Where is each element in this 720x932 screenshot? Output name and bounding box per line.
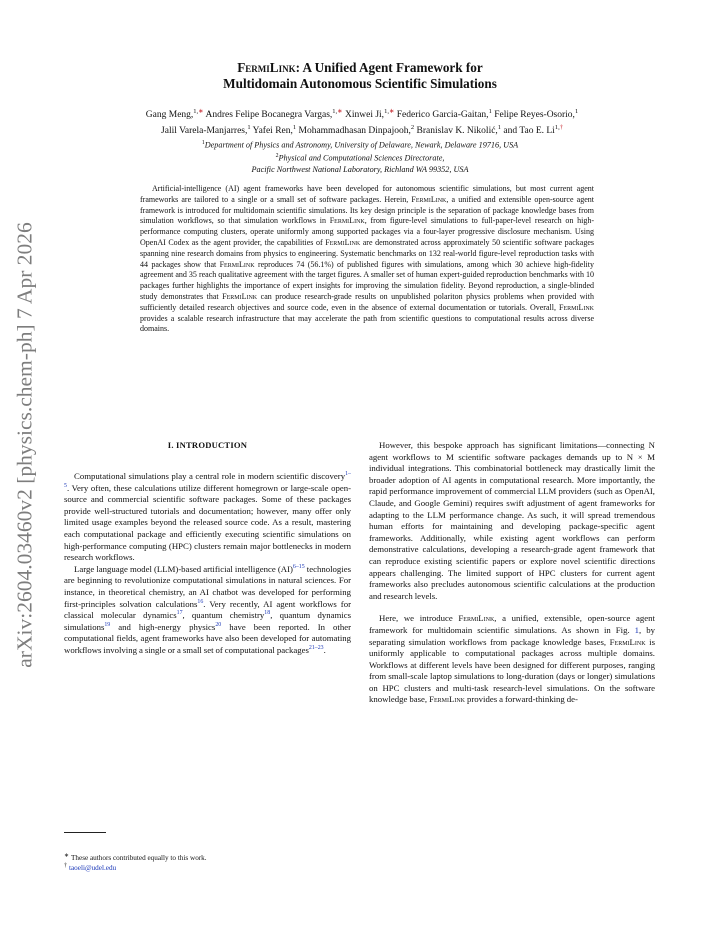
author-affil-sup: 1	[292, 123, 297, 131]
citation-link[interactable]: 17	[176, 610, 183, 617]
framework-name: FermiLink	[325, 237, 361, 247]
author-name: Federico Garcia-Gaitan,	[396, 110, 489, 121]
paragraph-text: , quantum chemistry	[182, 610, 265, 621]
figure-link[interactable]: 1	[634, 624, 640, 635]
abstract-text: , from figure-level simulations to full-paper-level research on high-performance computing clusters, operate uniformly among supported packages via a four-layer progressive disclosure mechanism. Using OpenAI Codex as the agent provider, the capabilities of	[140, 216, 594, 247]
author-affil-sup: 1	[488, 108, 492, 115]
citation-link[interactable]: 6–15	[292, 563, 305, 570]
arxiv-identifier: arXiv:2604.03460v2 [physics.chem-ph] 7 Apr 2026	[12, 222, 37, 668]
affiliation-1: Department of Physics and Astronomy, University of Delaware, Newark, Delaware 19716, USA	[204, 140, 519, 150]
framework-name: FermiLink	[609, 636, 646, 647]
paragraph-text: . Very recently, AI agent workflows for classical molecular dynamics	[64, 598, 352, 621]
affiliation-2-line2: Pacific Northwest National Laboratory, Richland WA 99352, USA	[251, 165, 469, 175]
author-affil-sup: 1,	[384, 108, 389, 115]
author-name: Xinwei Ji,	[345, 110, 385, 121]
paragraph-text: provides a forward-thinking de-	[465, 694, 578, 705]
paragraph-text: and high-energy physics	[110, 621, 216, 632]
abstract-text: can produce research-grade results on unpublished polariton physics problems when provided with sufficiently detailed research objectives and source code, even in the absence of external documentation or tutorials. Overall,	[140, 291, 594, 312]
citation-link[interactable]: 16	[197, 598, 204, 605]
author-name: Jalil Varela-Manjarres,	[161, 125, 248, 136]
footnote-mark: †	[64, 862, 67, 869]
author-name: Andres Felipe Bocanegra Vargas,	[205, 110, 333, 121]
paragraph-text: Large language model (LLM)-based artificial intelligence (AI)	[74, 563, 293, 574]
abstract-text: reproduces 74 (56.1%) of published figures with simulations, among which 30 achieve high-fidelity agreement and 35 reach qualitative agreement with the target figures. A smaller set of human expert-guided reproduction benchmarks with 10 packages further highlights the importance of expert insights for improving the simulation fidelity. Beyond reproduction, a single-blinded study demonstrates that	[140, 259, 595, 301]
title-framework-name: FermiLink	[237, 60, 296, 75]
paragraph	[64, 471, 351, 564]
section-heading-introduction: I. INTRODUCTION	[167, 440, 248, 450]
affiliation-number: 1	[201, 140, 205, 146]
author-affil-sup: 1	[497, 123, 502, 131]
equal-contrib-mark[interactable]: ∗	[198, 108, 204, 115]
framework-name: FermiLink	[559, 302, 594, 312]
citation-link[interactable]: 19	[104, 621, 111, 628]
paragraph-text: , a unified, extensible, open-source agent framework for multidomain scientific simulations. As shown in Fig.	[369, 613, 655, 635]
author-name: Yafei Ren,	[252, 125, 293, 136]
title-line2: Multidomain Autonomous Scientific Simulations	[223, 76, 497, 91]
footnote-text: These authors contributed equally to this work.	[71, 854, 207, 862]
equal-contrib-mark[interactable]: ∗	[337, 108, 343, 115]
footnote-equal-contribution	[64, 853, 351, 863]
footnotes	[64, 853, 351, 873]
abstract-text: Artificial-intelligence (AI) agent frameworks have been developed for autonomous scientific simulations, but most current agent frameworks are tailored to a single or a small set of software packages. Herein,	[140, 184, 594, 204]
title-line1: : A Unified Agent Framework for	[295, 60, 483, 75]
paragraph-text: Here, we introduce	[379, 613, 459, 624]
author-affil-sup: 1,	[332, 108, 338, 115]
author-name: Branislav K. Nikolić,	[416, 125, 498, 136]
affiliation-2: Physical and Computational Sciences Directorate,	[278, 153, 445, 163]
framework-name: FermiLink	[458, 613, 495, 624]
right-column	[369, 440, 655, 706]
author-affil-sup: 2	[410, 123, 415, 131]
author-affil-sup: 1	[574, 108, 579, 115]
footnote-mark: ∗	[64, 852, 70, 859]
paragraph-text: , by separating simulation workflows from package knowledge bases,	[369, 624, 655, 647]
citation-link[interactable]: 21–23	[308, 645, 324, 651]
author-affil-sup: 1	[247, 123, 251, 131]
author-affil-sup: 1,	[554, 123, 560, 131]
author-name: Mohammadhasan Dinpajooh,	[298, 125, 411, 136]
footnote-rule	[64, 832, 106, 833]
framework-name: FermiLink	[411, 194, 447, 204]
abstract-text: are demonstrated across approximately 50 scientific software packages spanning nine research domains from physics to engineering. Systematic benchmarks on 132 real-world figure-level reproduction tasks with 44 packages show that	[140, 237, 594, 269]
affiliations	[80, 138, 640, 176]
abstract-text: provides a scalable research infrastructure that may accelerate the path from scientific questions to computational results across diverse domains.	[140, 313, 594, 334]
framework-name: FermiLink	[219, 259, 255, 269]
paragraph-text: is uniformly applicable to computational packages across multiple domains. Workflows at different levels have been designed for different purposes, ranging from small-scale laptop simulations to long-duration (days or longer) simulations on HPC clusters and multi-task research-level simulations. On the software knowledge base,	[369, 636, 655, 705]
email-link[interactable]: taoeli@udel.edu	[69, 864, 117, 872]
paragraph-text: , quantum dynamics simulations	[64, 610, 351, 632]
author-name: and Tao E. Li	[503, 125, 555, 136]
abstract	[140, 184, 594, 335]
corresponding-author-mark[interactable]: †	[559, 123, 563, 131]
paragraph-text: have been reported. In other computational fields, agent frameworks have also been developed for automating workflows involving a single or a small set of computational packages	[64, 621, 352, 655]
framework-name: FermiLink	[329, 216, 365, 226]
paragraph	[64, 564, 351, 657]
framework-name: FermiLink	[429, 694, 465, 705]
author-list	[62, 106, 662, 137]
abstract-text: , a unified and extensible open-source agent framework is introduced for multidomain scientific simulations. Its key design principle is the separation of package knowledge bases from simulation workflows, so that simulation workflows in	[140, 194, 594, 226]
left-column	[64, 471, 351, 657]
paragraph	[369, 613, 655, 706]
citation-link[interactable]: 20	[215, 621, 222, 628]
paragraph: However, this bespoke approach has significant limitations—connecting N agent workflows to M scientific software packages demands up to N × M individual integrations. This combinatorial bottleneck may drastically limit the broader adoption of AI agents in computational research. More importantly, the rapid performance improvement of commercial LLM providers (such as OpenAI, Claude, and Google Gemini) requires swift adjustment of agent frameworks for adapting to the LLM performance change. As such, it will spread tremendous human efforts for maintaining and developing package-specific agent frameworks. Additionally, while existing agent workflows can perform demonstrative calculations, developing a research-grade agent framework that can reproduce existing scientific papers or explore novel scientific directions appears challenging. The limited support of HPC clusters for current agent frameworks also precludes autonomous scientific calculations at the production and research levels.	[369, 440, 655, 601]
paper-title	[140, 60, 580, 92]
author-name: Gang Meng,	[145, 110, 194, 121]
citation-link[interactable]: 18	[264, 610, 271, 617]
equal-contrib-mark[interactable]: ∗	[388, 108, 395, 115]
author-affil-sup: 1,	[193, 108, 199, 115]
paragraph-text: . Very often, these calculations utilize different homegrown or large-scale open-source and commercial scientific software packages. Some of these packages provide well-structured tutorials and documentation; however, many offer only limited usage examples beyond the released source code. As a result, mastering each computational package and efficiently executing scientific simulations on high-performance computing (HPC) clusters remain major bottlenecks in modern research workflows.	[64, 482, 351, 563]
author-name: Felipe Reyes-Osorio,	[494, 110, 575, 121]
framework-name: FermiLink	[222, 291, 258, 301]
affiliation-number: 2	[275, 153, 279, 160]
citation-link[interactable]: 1–5	[64, 471, 351, 489]
footnote-email	[64, 863, 351, 873]
paragraph-text: .	[323, 644, 326, 655]
paragraph-text: Computational simulations play a central role in modern scientific discovery	[74, 471, 346, 481]
arxiv-side-stamp	[0, 0, 50, 932]
paragraph-text: technologies are beginning to revolutionize computational simulations in natural sciences. For instance, in theoretical chemistry, an AI chatbot was developed for performing first-principles solvation calculations	[64, 563, 352, 609]
